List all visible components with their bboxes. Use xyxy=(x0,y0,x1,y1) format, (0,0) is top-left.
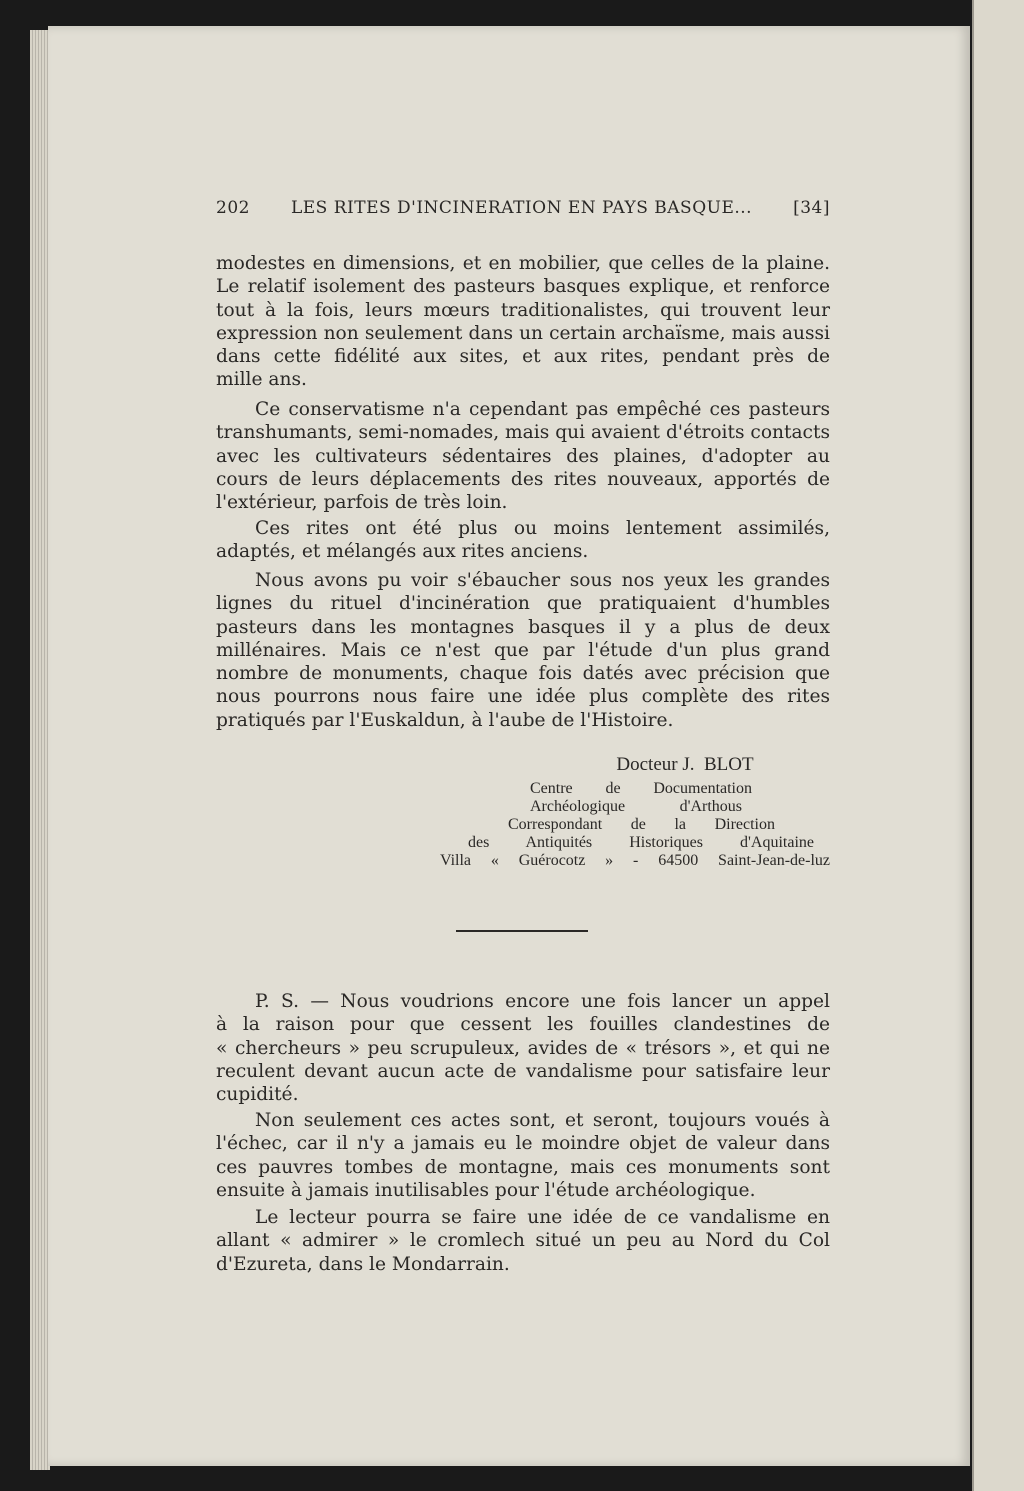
text-line: P. S. — Nous voudrions encore une fois lancer un appel xyxy=(255,991,830,1012)
text-line: Non seulement ces actes sont, et seront, toujours voués à xyxy=(255,1110,830,1131)
text-line: dans cette fidélité aux sites, et aux rites, pendant près de xyxy=(216,346,830,368)
affiliation-line: Centre de Documentation xyxy=(530,780,752,797)
text-line: ces pauvres tombes de montagne, mais ces monuments sont xyxy=(216,1156,830,1178)
author-name: Docteur J. BLOT xyxy=(616,754,754,775)
text-line: cupidité. xyxy=(216,1084,299,1106)
text-line: nous pourrons nous faire une idée plus complète des rites xyxy=(216,686,830,708)
text-line: nombre de monuments, chaque fois datés avec précision que xyxy=(216,663,830,685)
address-line: Villa « Guérocotz » - 64500 Saint-Jean-de-luz xyxy=(440,852,830,869)
running-header xyxy=(216,198,830,218)
separator-rule xyxy=(456,930,588,932)
text-line: pratiqués par l'Euskaldun, à l'aube de l'Histoire. xyxy=(216,709,674,731)
text-line: Nous avons pu voir s'ébaucher sous nos yeux les grandes xyxy=(255,570,830,591)
affiliation-line: des Antiquités Historiques d'Aquitaine xyxy=(468,834,814,851)
paragraph xyxy=(216,569,830,732)
running-title: LES RITES D'INCINERATION EN PAYS BASQUE... xyxy=(290,198,753,218)
text-line: reculent devant aucun acte de vandalisme pour satisfaire leur xyxy=(216,1060,830,1082)
page-number: 202 xyxy=(216,198,250,218)
signature-block xyxy=(440,754,830,870)
text-line: allant « admirer » le cromlech situé un peu au Nord du Col xyxy=(216,1230,830,1252)
text-line: ensuite à jamais inutilisables pour l'étude archéologique. xyxy=(216,1179,756,1201)
text-line: l'extérieur, parfois de très loin. xyxy=(216,492,508,514)
facing-page-edge xyxy=(972,0,1024,1491)
paragraph xyxy=(216,1109,830,1202)
text-line: modestes en dimensions, et en mobilier, que celles de la plaine. xyxy=(216,253,830,274)
text-line: Le relatif isolement des pasteurs basques explique, et renforce xyxy=(216,276,830,298)
text-line: transhumants, semi-nomades, mais qui avaient d'étroits contacts xyxy=(216,422,830,444)
text-line: cours de leurs déplacements des rites nouveaux, apportés de xyxy=(216,468,830,490)
text-line: expression non seulement dans un certain archaïsme, mais aussi xyxy=(216,322,830,344)
text-line: Ces rites ont été plus ou moins lentement assimilés, xyxy=(255,518,830,539)
text-line: pasteurs dans les montagnes basques il y a plus de deux xyxy=(216,616,830,638)
page-stack-edges xyxy=(30,30,50,1470)
text-line: mille ans. xyxy=(216,369,307,391)
text-line: avec les cultivateurs sédentaires des plaines, d'adopter au xyxy=(216,445,830,467)
paragraph xyxy=(216,1206,830,1276)
text-line: l'échec, car il n'y a jamais eu le moindre objet de valeur dans xyxy=(216,1133,830,1155)
affiliation-line: Correspondant de la Direction xyxy=(508,816,775,833)
paragraph xyxy=(216,398,830,514)
text-line: à la raison pour que cessent les fouilles clandestines de xyxy=(216,1014,830,1036)
text-line: tout à la fois, leurs mœurs traditionalistes, qui trouvent leur xyxy=(216,299,830,321)
paragraph xyxy=(216,252,830,392)
text-line: millénaires. Mais ce n'est que par l'étude d'un plus grand xyxy=(216,639,830,661)
text-line: lignes du rituel d'incinération que pratiquaient d'humbles xyxy=(216,593,830,615)
text-line: « chercheurs » peu scrupuleux, avides de « trésors », et qui ne xyxy=(216,1037,830,1059)
text-line: Ce conservatisme n'a cependant pas empêché ces pasteurs xyxy=(255,399,830,420)
text-line: adaptés, et mélangés aux rites anciens. xyxy=(216,541,589,563)
affiliation-line: Archéologique d'Arthous xyxy=(530,798,742,815)
paragraph xyxy=(216,990,830,1106)
paragraph xyxy=(216,517,830,564)
text-line: d'Ezureta, dans le Mondarrain. xyxy=(216,1253,510,1275)
section-number: [34] xyxy=(793,198,830,218)
text-line: Le lecteur pourra se faire une idée de ce vandalisme en xyxy=(255,1207,830,1228)
